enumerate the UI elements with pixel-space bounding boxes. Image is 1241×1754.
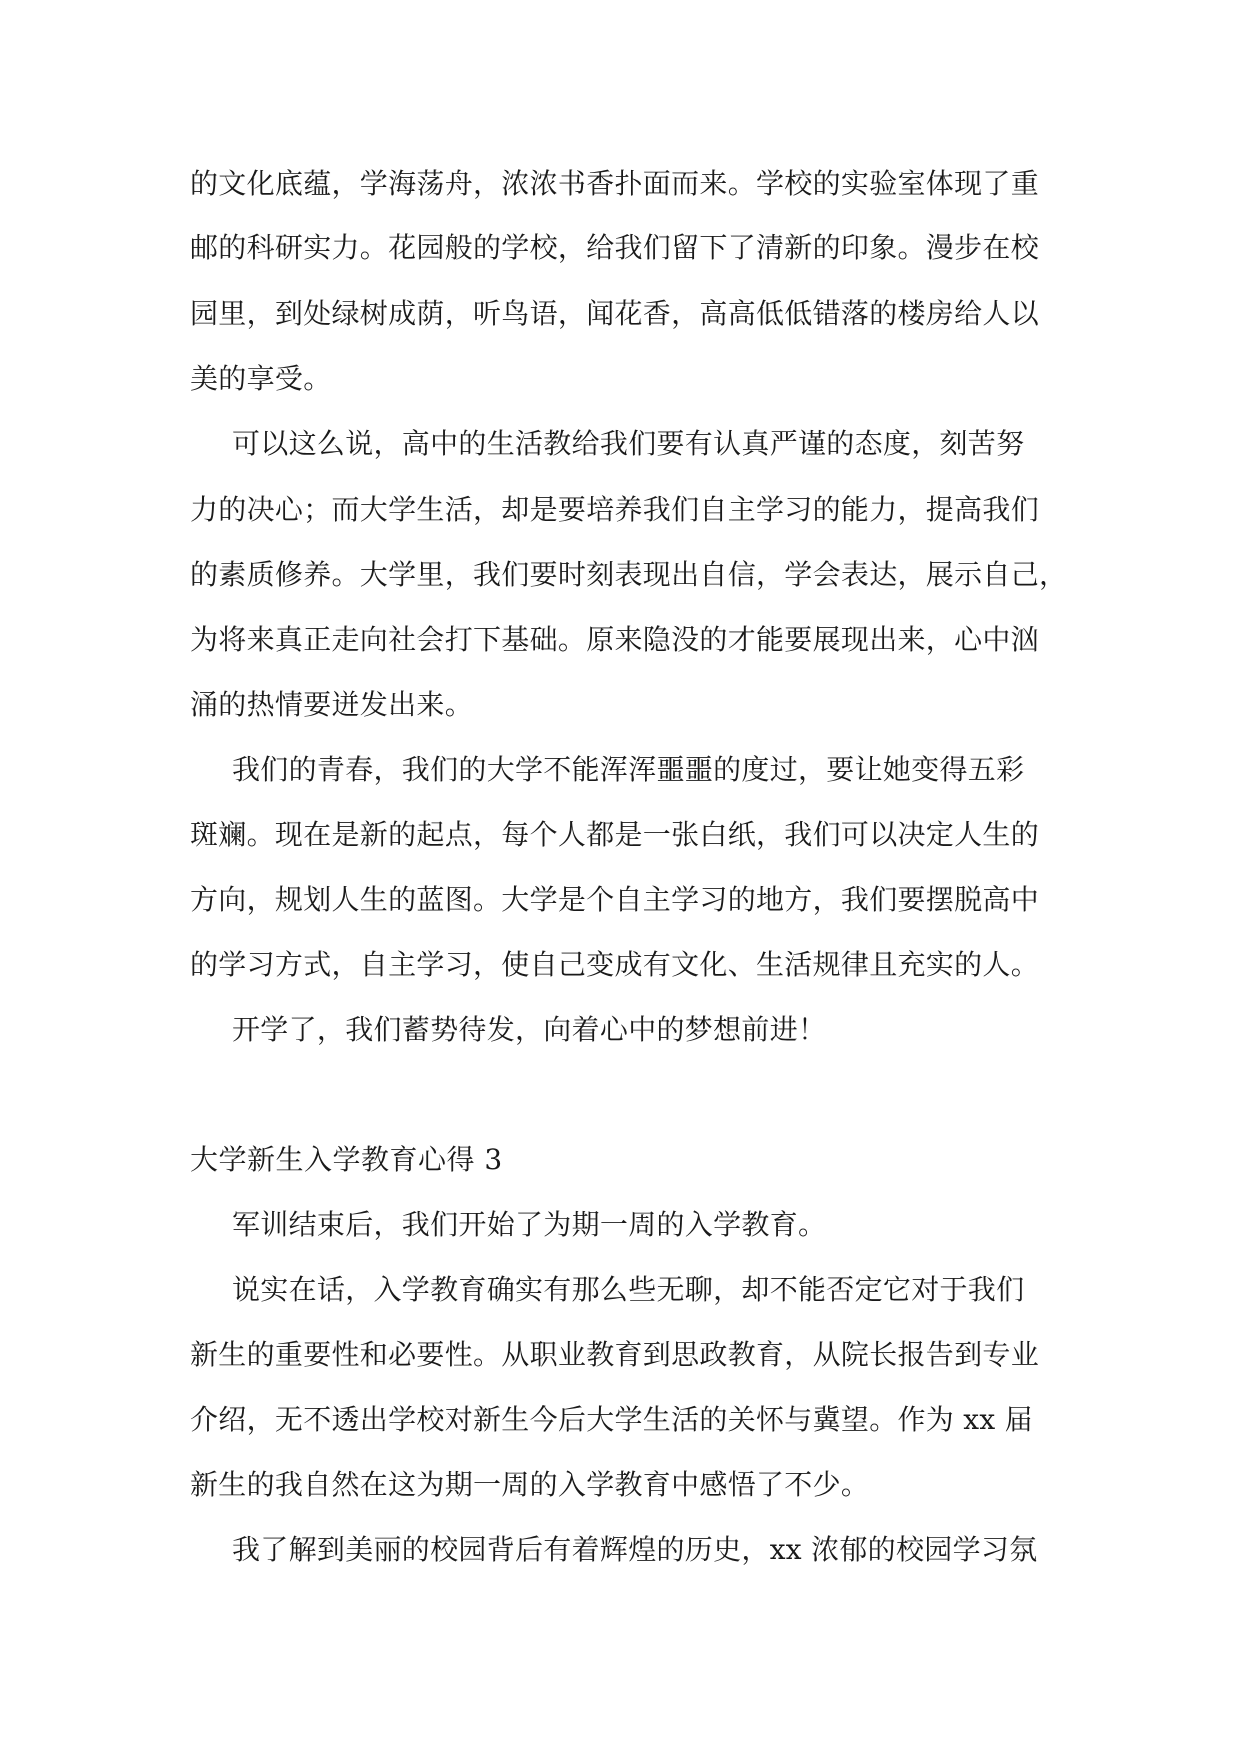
text-line: 美的享受。 <box>190 362 332 395</box>
text-line: 涌的热情要迸发出来。 <box>190 688 474 721</box>
paragraph-first-line: 军训结束后，我们开始了为期一周的入学教育。 <box>232 1208 827 1241</box>
text-line: 为将来真正走向社会打下基础。原来隐没的才能要展现出来，心中汹 <box>190 623 1040 656</box>
text-line: 的文化底蕴，学海荡舟，浓浓书香扑面而来。学校的实验室体现了重 <box>190 167 1040 200</box>
text-line: 的学习方式，自主学习，使自己变成有文化、生活规律且充实的人。 <box>190 948 1040 981</box>
text-line: 介绍，无不透出学校对新生今后大学生活的关怀与冀望。作为 xx 届 <box>190 1403 1033 1436</box>
text-line: 力的决心；而大学生活，却是要培养我们自主学习的能力，提高我们 <box>190 493 1040 526</box>
text-line: 方向，规划人生的蓝图。大学是个自主学习的地方，我们要摆脱高中 <box>190 883 1040 916</box>
text-line: 园里，到处绿树成荫，听鸟语，闻花香，高高低低错落的楼房给人以 <box>190 297 1040 330</box>
section-heading: 大学新生入学教育心得 3 <box>190 1143 503 1176</box>
paragraph-first-line: 我了解到美丽的校园背后有着辉煌的历史，xx 浓郁的校园学习氛 <box>232 1533 1038 1566</box>
paragraph-first-line: 我们的青春，我们的大学不能浑浑噩噩的度过，要让她变得五彩 <box>232 753 1025 786</box>
paragraph-first-line: 可以这么说，高中的生活教给我们要有认真严谨的态度，刻苦努 <box>232 427 1025 460</box>
text-line: 新生的我自然在这为期一周的入学教育中感悟了不少。 <box>190 1468 870 1501</box>
text-line: 斑斓。现在是新的起点，每个人都是一张白纸，我们可以决定人生的 <box>190 818 1040 851</box>
text-line: 新生的重要性和必要性。从职业教育到思政教育，从院长报告到专业 <box>190 1338 1040 1371</box>
text-line: 邮的科研实力。花园般的学校，给我们留下了清新的印象。漫步在校 <box>190 231 1040 264</box>
paragraph-first-line: 开学了，我们蓄势待发，向着心中的梦想前进！ <box>232 1013 827 1046</box>
paragraph-first-line: 说实在话，入学教育确实有那么些无聊，却不能否定它对于我们 <box>232 1273 1025 1306</box>
text-line: 的素质修养。大学里，我们要时刻表现出自信，学会表达，展示自己， <box>190 558 1068 591</box>
